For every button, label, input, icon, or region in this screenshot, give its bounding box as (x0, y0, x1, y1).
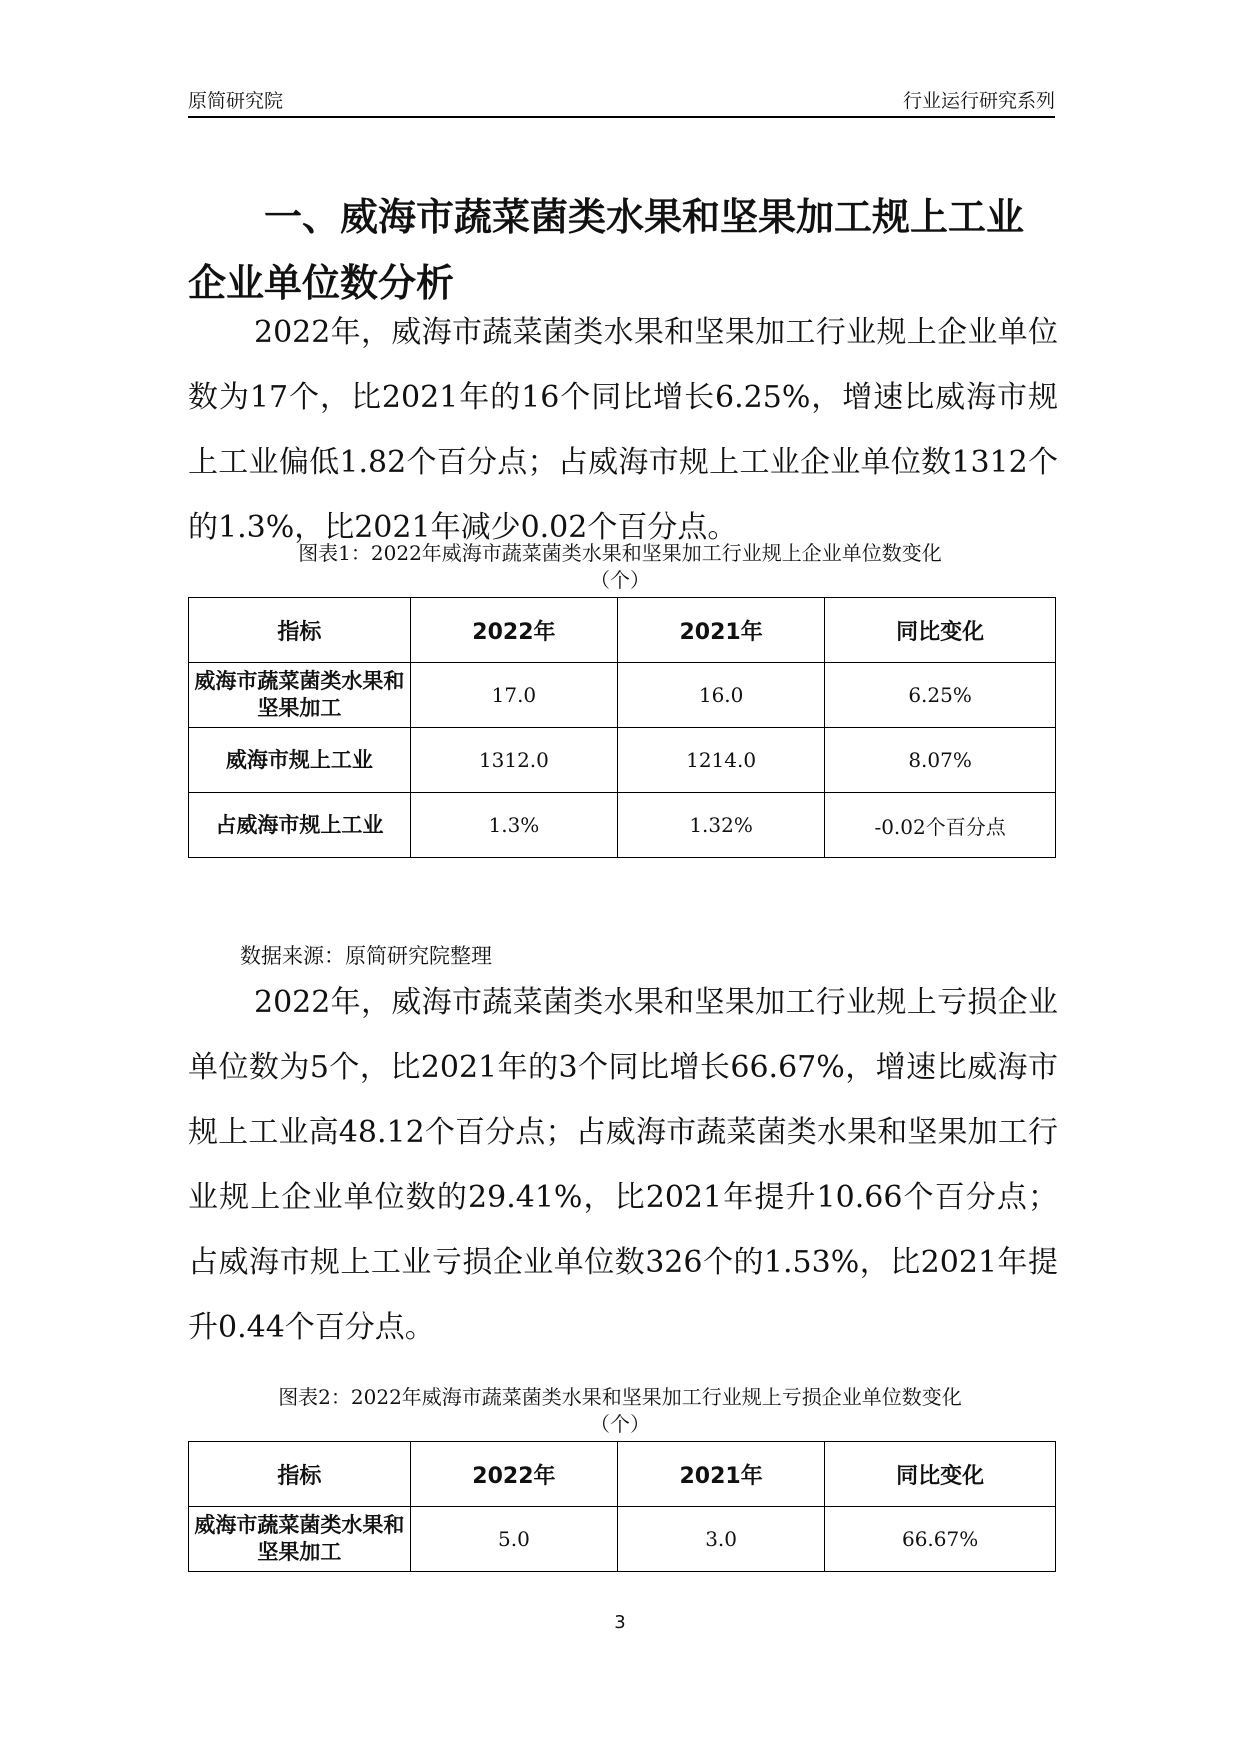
table-row (189, 728, 1056, 793)
table1-cell-2022: 1.3% (410, 793, 617, 858)
table2-cell-2022: 5.0 (410, 1507, 617, 1572)
table1-cell-2021: 1.32% (618, 793, 825, 858)
table1-header-2021: 2021年 (618, 598, 825, 663)
table2-header-row (189, 1442, 1056, 1507)
page-number: 3 (614, 1612, 626, 1633)
table2-header-change: 同比变化 (825, 1442, 1056, 1507)
table2-caption (170, 1384, 1070, 1438)
table1-cell-2021: 16.0 (618, 663, 825, 728)
table1-cell-label: 威海市规上工业 (189, 728, 411, 793)
table2-caption-title: 图表2：2022年威海市蔬菜菌类水果和坚果加工行业规上亏损企业单位数变化 (278, 1385, 962, 1409)
table2-cell-change: 66.67% (825, 1507, 1056, 1572)
table-row (189, 793, 1056, 858)
header-org-name: 原简研究院 (188, 90, 284, 112)
table1-cell-change: -0.02个百分点 (825, 793, 1056, 858)
paragraph-1: 2022年，威海市蔬菜菌类水果和坚果加工行业规上企业单位数为17个，比2021年的16个同比增长6.25%，增速比威海市规上工业偏低1.82个百分点；占威海市规上工业企业单位数1312个的1.3%，比2021年减少0.02个百分点。 (188, 315, 1058, 545)
table-row (189, 1507, 1056, 1572)
table1-header-indicator: 指标 (189, 598, 411, 663)
table2-header-2022: 2022年 (410, 1442, 617, 1507)
section-title: 一、威海市蔬菜菌类水果和坚果加工规上工业企业单位数分析 (188, 195, 1025, 305)
header-series-name: 行业运行研究系列 (902, 90, 1055, 112)
table1-cell-change: 8.07% (825, 728, 1056, 793)
table2-header-indicator: 指标 (189, 1442, 411, 1507)
table1-caption-title: 图表1：2022年威海市蔬菜菌类水果和坚果加工行业规上企业单位数变化 (298, 541, 942, 565)
table1-header-row (189, 598, 1056, 663)
table1 (188, 597, 1056, 858)
table2-caption-unit: （个） (590, 1412, 650, 1436)
table1-caption (170, 540, 1070, 594)
table1-source: 数据来源：原简研究院整理 (240, 944, 492, 968)
table1-header-2022: 2022年 (410, 598, 617, 663)
table1-header-change: 同比变化 (825, 598, 1056, 663)
table1-caption-unit: （个） (590, 568, 650, 592)
table-row (189, 663, 1056, 728)
table2-cell-2021: 3.0 (618, 1507, 825, 1572)
table2-header-2021: 2021年 (618, 1442, 825, 1507)
table1-cell-2022: 17.0 (410, 663, 617, 728)
table1-cell-label: 占威海市规上工业 (189, 793, 411, 858)
paragraph-2: 2022年，威海市蔬菜菌类水果和坚果加工行业规上亏损企业单位数为5个，比2021年的3个同比增长66.67%，增速比威海市规上工业高48.12个百分点；占威海市蔬菜菌类水果和坚果加工行业规上企业单位数的29.41%，比2021年提升10.66个百分点；占威海市规上工业亏损企业单位数326个的1.53%，比2021年提升0.44个百分点。 (188, 985, 1058, 1345)
table2 (188, 1441, 1056, 1572)
table2-cell-label: 威海市蔬菜菌类水果和坚果加工 (189, 1507, 411, 1572)
table1-cell-change: 6.25% (825, 663, 1056, 728)
table1-cell-label: 威海市蔬菜菌类水果和坚果加工 (189, 663, 411, 728)
table1-cell-2022: 1312.0 (410, 728, 617, 793)
page-header (188, 86, 1055, 118)
table1-cell-2021: 1214.0 (618, 728, 825, 793)
